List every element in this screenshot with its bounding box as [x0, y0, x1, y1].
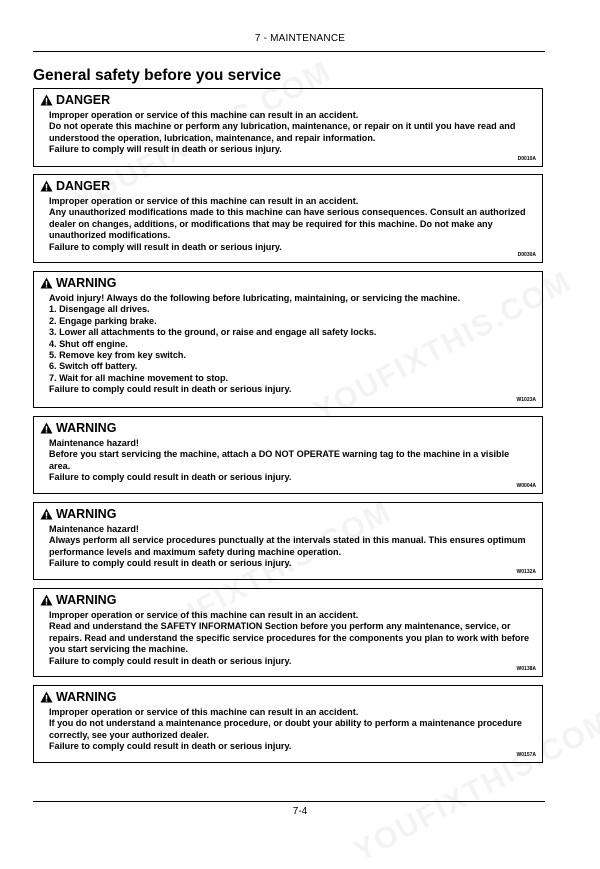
safety-box-warning — [33, 271, 543, 408]
box-heading — [40, 690, 116, 704]
box-line: 6. Switch off battery. — [49, 361, 138, 372]
box-line: If you do not understand a maintenance procedure, or doubt your ability to perform a maintenance procedure correctly, see your authorized dealer. — [49, 718, 522, 740]
box-code: W0157A — [516, 752, 536, 758]
box-line: Any unauthorized modifications made to this machine can have serious consequences. Consult an authorized dealer on changes, additions, or modifications that may be required for this machine. Do not make any unauthorized modifications. — [49, 207, 526, 241]
box-line: 5. Remove key from key switch. — [49, 350, 186, 361]
warning-triangle-icon — [40, 180, 53, 192]
box-heading — [40, 507, 116, 521]
box-line: 1. Disengage all drives. — [49, 304, 150, 315]
box-code: W0004A — [516, 483, 536, 489]
safety-box-warning — [33, 588, 543, 677]
box-line: Improper operation or service of this machine can result in an accident. — [49, 110, 359, 120]
box-level-label: WARNING — [56, 507, 117, 521]
box-body — [49, 438, 530, 484]
page-title: General safety before you service — [33, 67, 282, 84]
box-line: 3. Lower all attachments to the ground, or raise and engage all safety locks. — [49, 327, 377, 338]
warning-triangle-icon — [40, 94, 53, 106]
box-line: Avoid injury! Always do the following before lubricating, maintaining, or servicing the machine. — [49, 293, 461, 303]
box-level-label: WARNING — [56, 690, 117, 704]
box-line: 7. Wait for all machine movement to stop. — [49, 372, 229, 383]
box-line: Improper operation or service of this machine can result in an accident. — [49, 707, 359, 717]
box-line: Failure to comply will result in death or serious injury. — [49, 241, 282, 252]
box-line: 4. Shut off engine. — [49, 338, 128, 349]
box-line: Failure to comply could result in death or serious injury. — [49, 741, 292, 752]
safety-box-warning — [33, 416, 543, 494]
safety-box-danger — [33, 88, 543, 167]
box-line: Failure to comply will result in death or serious injury. — [49, 144, 282, 155]
box-line: Read and understand the SAFETY INFORMATION Section before you perform any maintenance, service, or repairs. Read and understand the specific service procedures for the components you plan to work with before you start servicing the machine. — [49, 621, 530, 655]
warning-triangle-icon — [40, 508, 53, 520]
box-heading — [40, 276, 116, 290]
box-line: Failure to comply could result in death or serious injury. — [49, 558, 292, 569]
box-code: D0010A — [517, 156, 536, 162]
box-line: Failure to comply could result in death or serious injury. — [49, 472, 292, 483]
footer-divider — [33, 801, 545, 802]
box-body — [49, 293, 530, 396]
page-number: 7-4 — [292, 806, 308, 817]
safety-box-danger — [33, 174, 543, 263]
box-line: Improper operation or service of this machine can result in an accident. — [49, 610, 359, 620]
warning-triangle-icon — [40, 691, 53, 703]
box-line: 2. Engage parking brake. — [49, 315, 157, 326]
box-level-label: DANGER — [56, 93, 111, 107]
warning-triangle-icon — [40, 594, 53, 606]
box-level-label: WARNING — [56, 593, 117, 607]
box-line: Do not operate this machine or perform any lubrication, maintenance, or repair on it until you have read and understood the operation, lubrication, maintenance, and repair information. — [49, 121, 516, 143]
box-code: W0138A — [516, 666, 536, 672]
box-body — [49, 610, 530, 667]
box-line: Maintenance hazard! — [49, 438, 139, 448]
warning-triangle-icon — [40, 277, 53, 289]
box-line: Improper operation or service of this machine can result in an accident. — [49, 196, 359, 206]
box-level-label: WARNING — [56, 421, 117, 435]
box-code: W0132A — [516, 569, 536, 575]
safety-box-warning — [33, 685, 543, 763]
box-body — [49, 110, 530, 156]
section-header: 7 - MAINTENANCE — [254, 33, 346, 44]
box-code: W1023A — [516, 397, 536, 403]
warning-triangle-icon — [40, 422, 53, 434]
safety-box-warning — [33, 502, 543, 580]
box-body — [49, 707, 530, 753]
box-body — [49, 196, 530, 253]
header-divider — [33, 51, 545, 52]
box-line: Always perform all service procedures punctually at the intervals stated in this manual. This ensures optimum performance levels and maximum safety during machine operation. — [49, 535, 526, 557]
box-level-label: WARNING — [56, 276, 117, 290]
box-level-label: DANGER — [56, 179, 111, 193]
box-line: Failure to comply could result in death or serious injury. — [49, 655, 292, 666]
box-code: D0030A — [517, 252, 536, 258]
box-body — [49, 524, 530, 570]
box-line: Maintenance hazard! — [49, 524, 139, 534]
box-heading — [40, 593, 116, 607]
box-heading — [40, 421, 116, 435]
box-line: Before you start servicing the machine, attach a DO NOT OPERATE warning tag to the machine in a visible area. — [49, 449, 510, 471]
box-heading — [40, 93, 110, 107]
box-line: Failure to comply could result in death or serious injury. — [49, 384, 292, 395]
box-heading — [40, 179, 110, 193]
